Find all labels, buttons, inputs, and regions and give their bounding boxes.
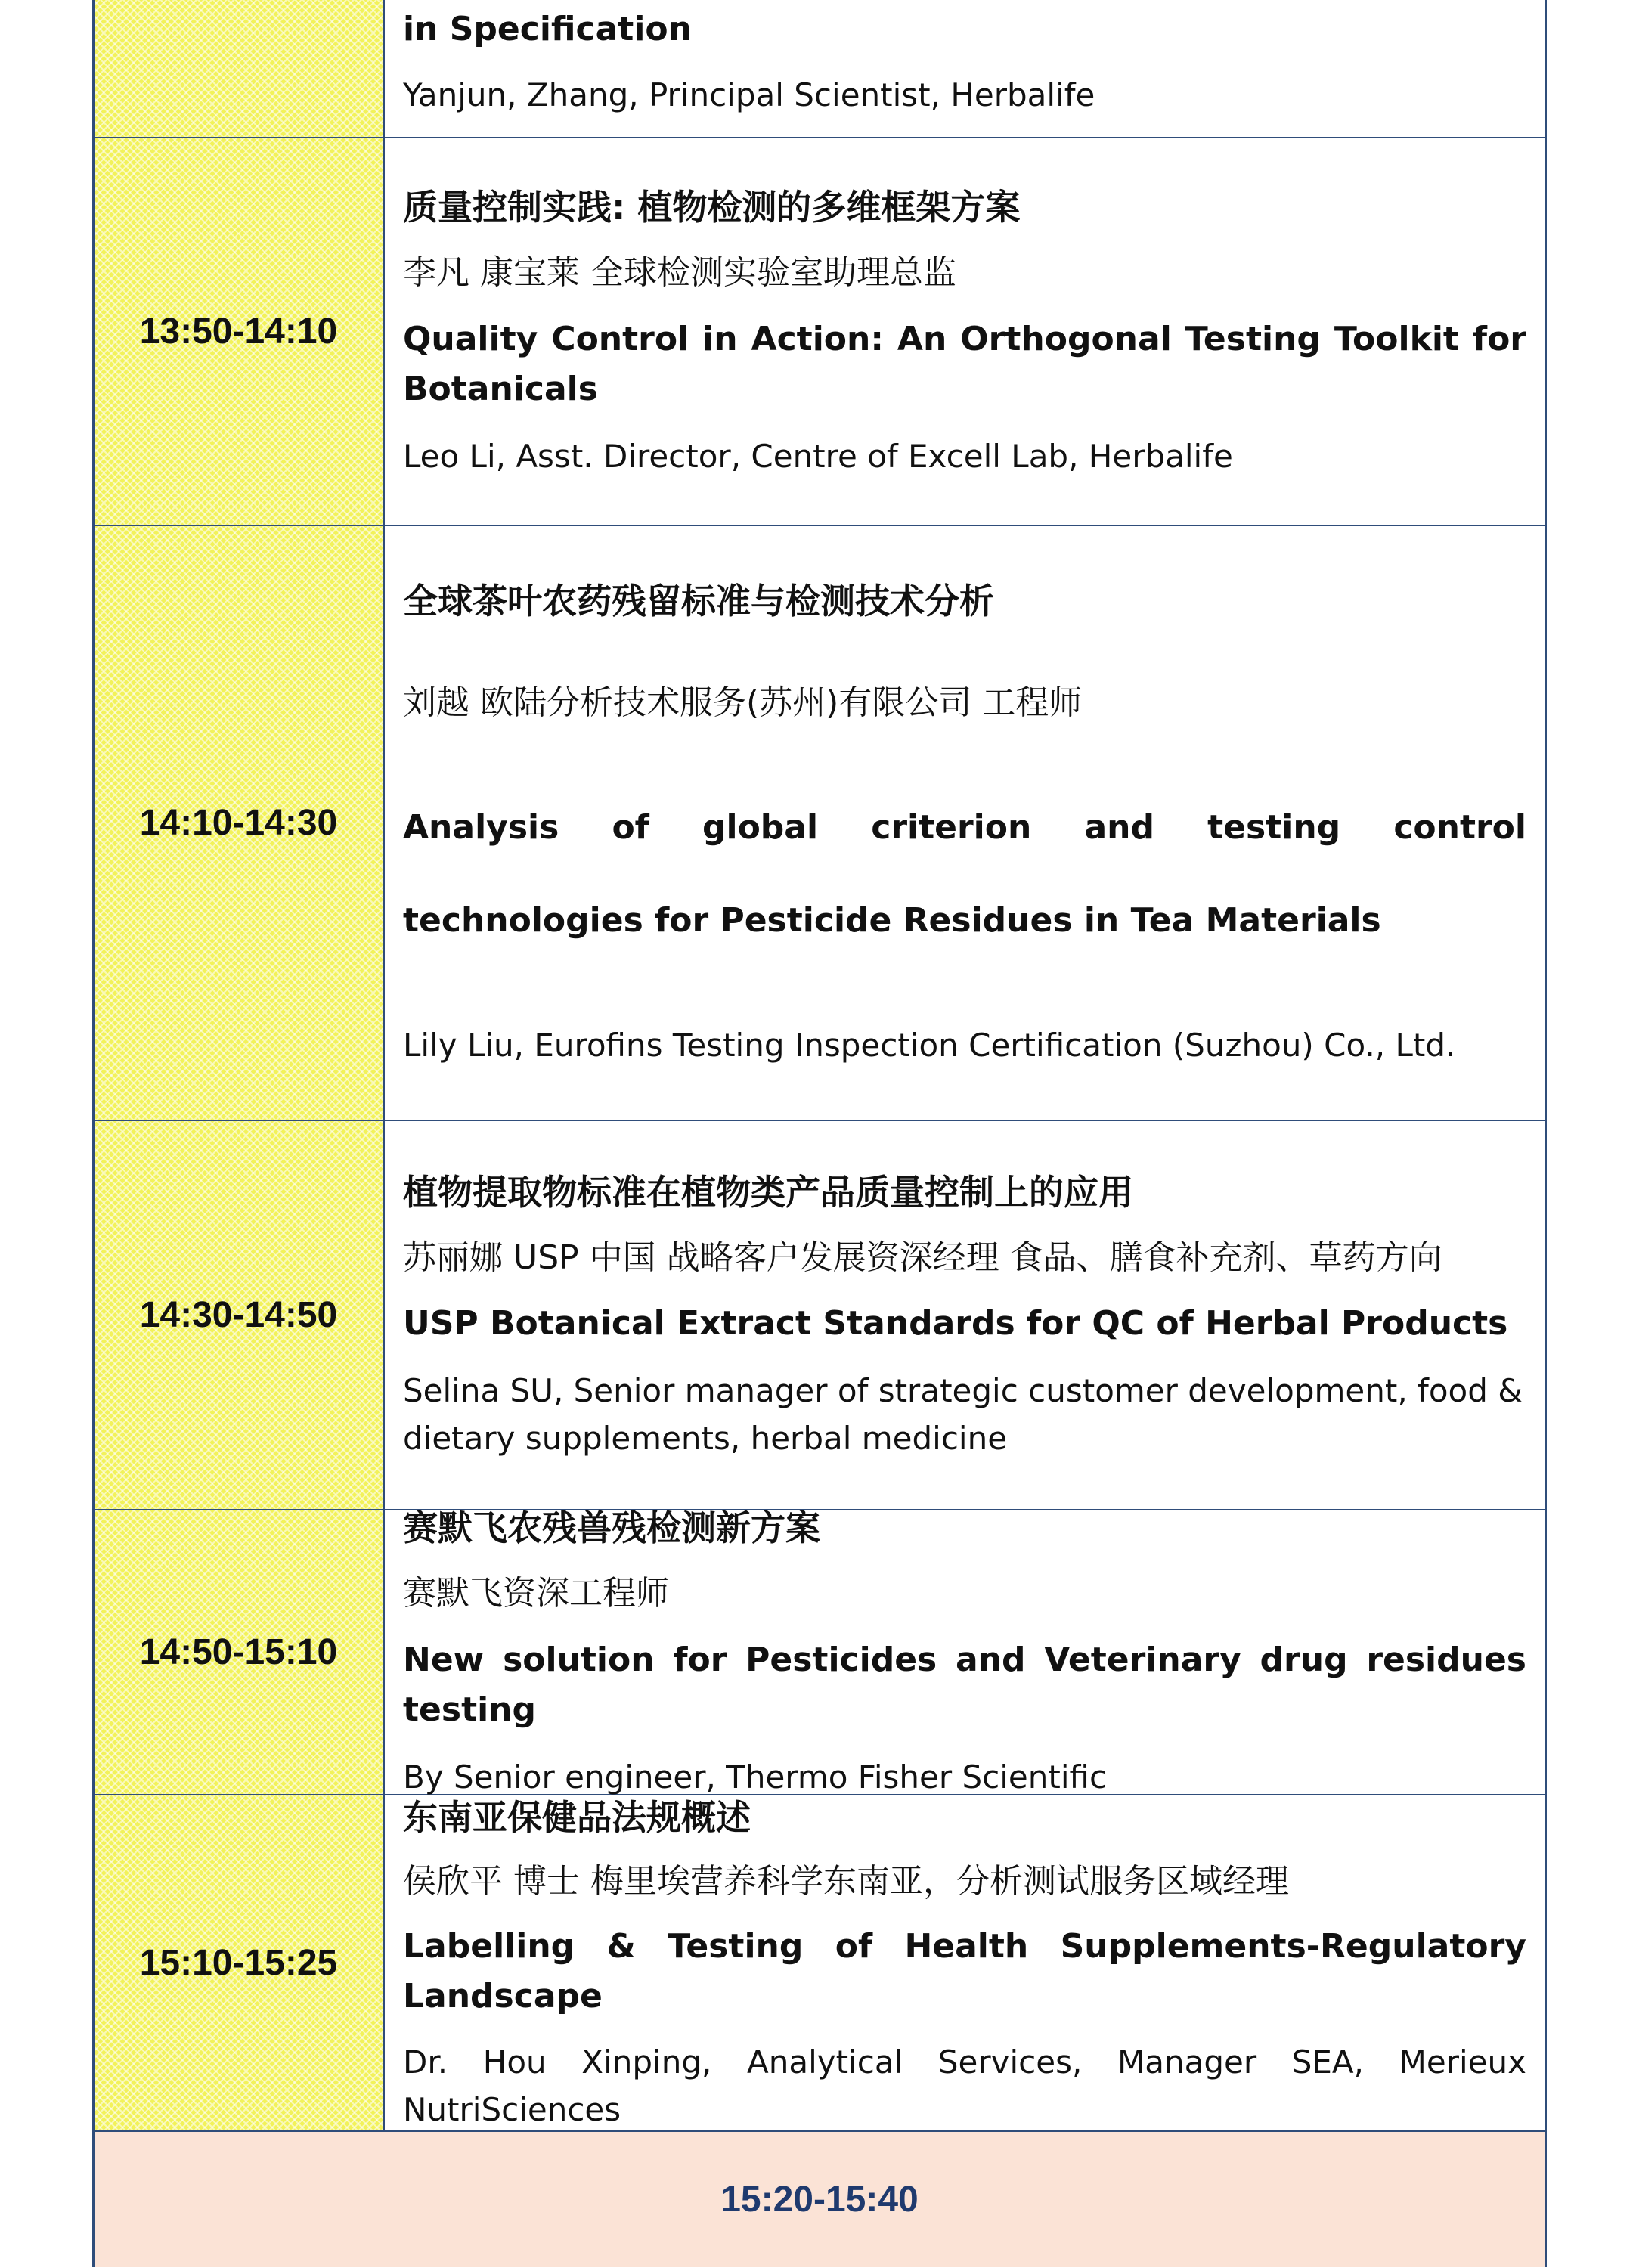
session-title-en: Labelling & Testing of Health Supplements-Regulatory Landscape [403, 1926, 1526, 2015]
session-title-cn: 植物提取物标准在植物类产品质量控制上的应用 [403, 1171, 1133, 1213]
time-cell: 13:50-14:10 [95, 138, 385, 525]
time-cell: 15:10-15:25 [95, 1796, 385, 2130]
time-cell: 14:10-14:30 [95, 526, 385, 1120]
agenda-row [95, 1121, 1545, 1510]
agenda-row [95, 1796, 1545, 2132]
speaker-en: Dr. Hou Xinping, Analytical Services, Manager SEA, Merieux NutriSciences [403, 2043, 1526, 2128]
speaker-en: By Senior engineer, Thermo Fisher Scientific [403, 1758, 1108, 1796]
session-title-cn: 赛默飞农残兽残检测新方案 [403, 1507, 820, 1549]
session-title-en: Quality Control in Action: An Orthogonal Testing Toolkit for Botanicals [403, 319, 1526, 408]
agenda-row [95, 0, 1545, 138]
session-title-en: New solution for Pesticides and Veterinary drug residues testing [403, 1641, 1526, 1729]
session-cell [385, 1507, 1545, 1796]
session-cell [385, 0, 1545, 137]
time-cell: 14:50-15:10 [95, 1510, 385, 1794]
session-cell [385, 526, 1545, 1120]
session-title-cn: 质量控制实践: 植物检测的多维框架方案 [403, 187, 1021, 228]
session-title-en: Analysis of global criterion and testing control technologies for Pesticide Residues in Tea Materials [403, 807, 1526, 940]
session-cell [385, 1121, 1545, 1509]
agenda-row [95, 526, 1545, 1121]
session-title-en: USP Botanical Extract Standards for QC of Herbal Products [403, 1304, 1508, 1343]
session-title-cn: 全球茶叶农药残留标准与检测技术分析 [403, 580, 994, 621]
break-time: 15:20-15:40 [720, 2180, 919, 2220]
speaker-en: Yanjun, Zhang, Principal Scientist, Herbalife [403, 76, 1095, 113]
break-row [95, 2132, 1545, 2267]
session-title-en: in Specification [403, 10, 692, 48]
speaker-cn: 李凡 康宝莱 全球检测实验室助理总监 [403, 253, 956, 293]
agenda-table [92, 0, 1547, 2267]
speaker-cn: 苏丽娜 USP 中国 战略客户发展资深经理 食品、膳食补充剂、草药方向 [403, 1238, 1442, 1277]
speaker-cn: 刘越 欧陆分析技术服务(苏州)有限公司 工程师 [403, 683, 1083, 723]
speaker-en: Leo Li, Asst. Director, Centre of Excell Lab, Herbalife [403, 437, 1233, 475]
session-cell [385, 1796, 1545, 2130]
speaker-en: Lily Liu, Eurofins Testing Inspection Certification (Suzhou) Co., Ltd. [403, 1027, 1456, 1064]
agenda-row [95, 138, 1545, 526]
time-cell [95, 0, 385, 137]
speaker-cn: 赛默飞资深工程师 [403, 1574, 669, 1613]
speaker-cn: 侯欣平 博士 梅里埃营养科学东南亚，分析测试服务区域经理 [403, 1861, 1289, 1901]
time-cell: 14:30-14:50 [95, 1121, 385, 1509]
session-cell [385, 138, 1545, 525]
agenda-row [95, 1507, 1545, 1796]
session-title-cn: 东南亚保健品法规概述 [403, 1796, 751, 1838]
speaker-en: Selina SU, Senior manager of strategic customer development, food & dietary supplements, herbal medicine [403, 1372, 1523, 1458]
